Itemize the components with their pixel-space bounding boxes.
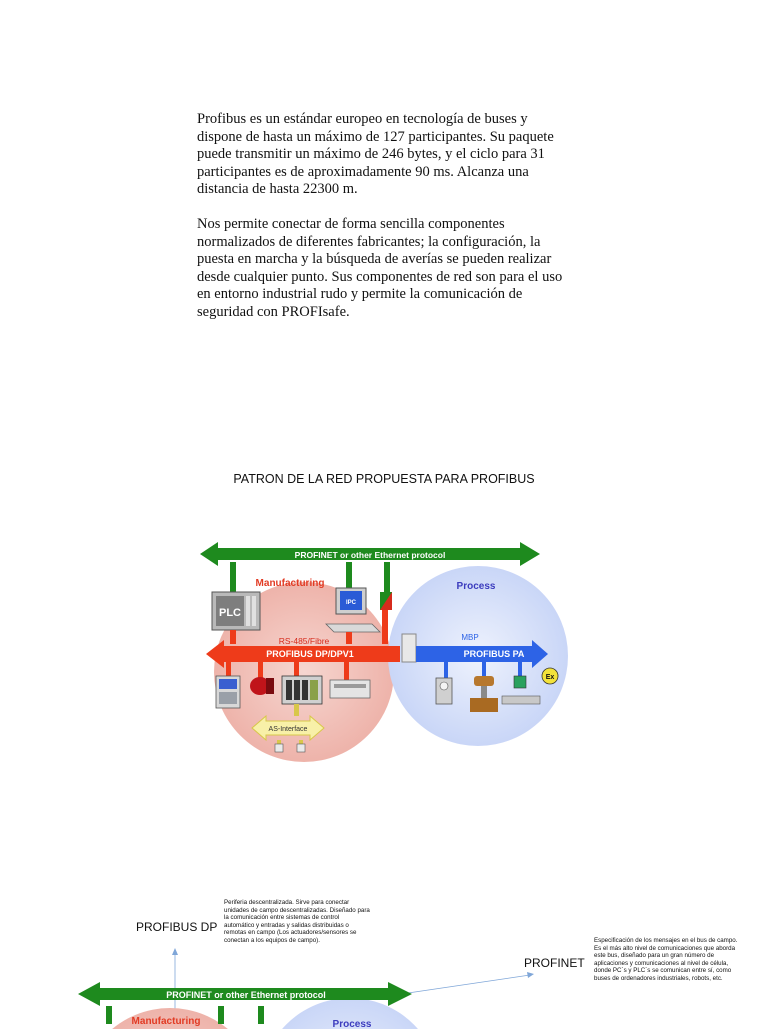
dp-bus-label: PROFIBUS DP/DPV1: [266, 649, 354, 659]
process-label-2: Process: [332, 1019, 372, 1029]
rs485-label: RS-485/Fibre: [278, 636, 330, 646]
svg-text:PLC: PLC: [219, 607, 241, 619]
svg-text:IPC: IPC: [345, 600, 357, 606]
section-title: PATRON DE LA RED PROPUESTA PARA PROFIBUS: [233, 472, 535, 486]
profinet-label: PROFINET: [524, 956, 585, 970]
mbp-label: MBP: [461, 633, 479, 642]
profibus-network-diagram-2: [70, 978, 420, 1029]
profibus-dp-note: Periferia descentralizada. Sirve para conectar unidades de campo descentralizadas. Diseñado para la comunicación entre sistemas de control automático y entradas y salidas distribuidas o remotas en campo (Los actuadores/sensores se conectan a los equipos de campo).: [224, 899, 370, 944]
profibus-dp-label: PROFIBUS DP: [136, 920, 218, 934]
process-label: Process: [456, 581, 496, 592]
features-paragraph: Nos permite conectar de forma sencilla componentes normalizados de diferentes fabricantes; la configuración, la puesta en marcha y la búsqueda de averías se pueden realizar desde cualquier punto. Sus componentes de red son para el uso en entorno industrial rudo y permite la comunicación de seguridad con PROFIsafe.: [197, 216, 563, 320]
pa-bus-label: PROFIBUS PA: [463, 649, 525, 659]
svg-text:Ex: Ex: [545, 674, 555, 681]
ethernet-bus-label-2: PROFINET or other Ethernet protocol: [166, 990, 326, 1000]
as-interface-label: AS-Interface: [268, 726, 308, 733]
intro-paragraph: Profibus es un estándar europeo en tecnología de buses y dispone de hasta un máximo de 127 participantes. Su paquete puede transmitir un máximo de 246 bytes, y el ciclo para 31 participantes es de aproximadamente 90 ms. Alcanza una distancia de hasta 22300 m.: [197, 111, 554, 198]
manufacturing-label-2: Manufacturing: [131, 1016, 201, 1027]
profinet-note: Especificación de los mensajes en el bus de campo. Es el más alto nivel de comunicaciones que aborda este bus, diseñado para un gran número de aplicaciones y comunicaciones al nivel de célula, donde PC´s y PLC´s se comunican entre sí, como buses de ordenadores industriales, robots, etc.: [594, 937, 738, 982]
ethernet-bus-label: PROFINET or other Ethernet protocol: [294, 550, 446, 560]
manufacturing-label: Manufacturing: [255, 578, 325, 589]
